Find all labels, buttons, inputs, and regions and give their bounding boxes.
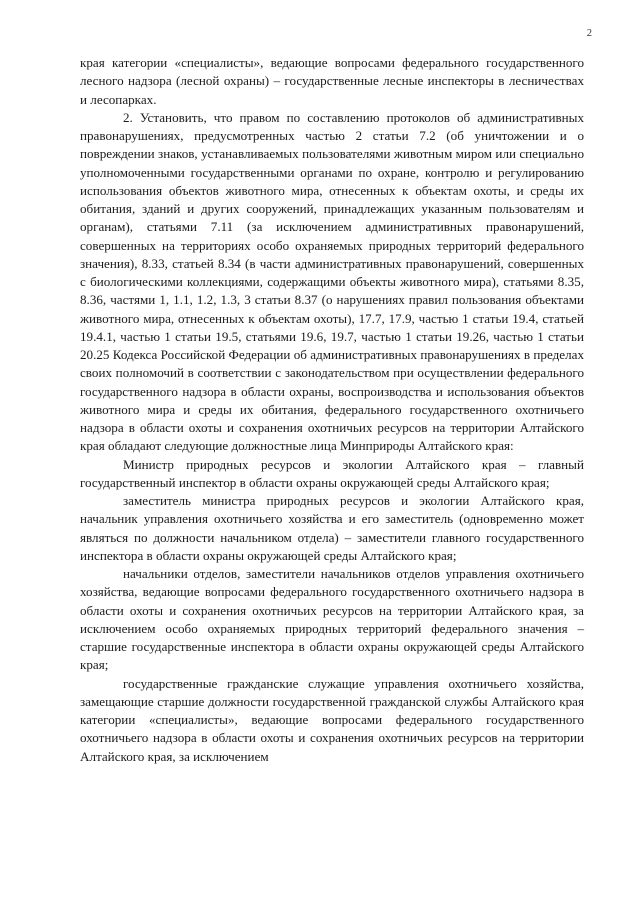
- paragraph-clause-2: 2. Установить, что правом по составлению протоколов об административных правонарушениях, предусмотренных частью 2 статьи 7.2 (об уничтожении и о повреждении знаков, устанавливаемых пользователями животным миром или специально уполномоченными государственными органами по охране, контролю и регулированию использования объектов животного мира, отнесенных к объектам охоты, и среды их обитания, зданий и других сооружений, принадлежащих указанным пользователям и органам), статьями 7.11 (за исключением административных правонарушений, совершенных на территориях особо охраняемых природных территорий федерального значения), 8.33, статьей 8.34 (в части административных правонарушений, совершенных с биологическими коллекциями, содержащими объекты животного мира), статьями 8.35, 8.36, частями 1, 1.1, 1.2, 1.3, 3 статьи 8.37 (о нарушениях правил пользования объектами животного мира, отнесенных к объектам охоты), 17.7, 17.9, частью 1 статьи 19.4, статьей 19.4.1, частью 1 статьи 19.5, статьями 19.6, 19.7, частью 1 статьи 19.26, частью 1 статьи 20.25 Кодекса Российской Федерации об административных правонарушениях в пределах своих полномочий в соответствии с законодательством при осуществлении федерального государственного надзора в области охраны, воспроизводства и использования объектов животного мира и среды их обитания, федерального государственного охотничьего надзора в области охоты и сохранения охотничьих ресурсов на территории Алтайского края обладают следующие должностные лица Минприроды Алтайского края:: [80, 109, 584, 454]
- paragraph-minister: Министр природных ресурсов и экологии Алтайского края – главный государственный инспектор в области охраны окружающей среды Алтайского края;: [80, 456, 584, 490]
- paragraph-department-heads: начальники отделов, заместители начальников отделов управления охотничьего хозяйства, ведающие вопросами федерального государственного охотничьего надзора в области охоты и сохранения охотничьих ресурсов на территории Алтайского края, за исключением особо охраняемых природных территорий федерального значения – старшие государственные инспектора в области охраны окружающей среды Алтайского края;: [80, 566, 584, 673]
- paragraph-deputy-minister: заместитель министра природных ресурсов и экологии Алтайского края, начальник управления охотничьего хозяйства и его заместитель (одновременно может являться по должности начальником отдела) – заместители главного государственного инспектора в области охраны окружающей среды Алтайского края;: [80, 493, 584, 563]
- page-number: 2: [586, 28, 592, 39]
- paragraph-continuation: края категории «специалисты», ведающие вопросами федерального государственного лесного надзора (лесной охраны) – государственные лесные инспекторы в лесничествах и лесопарках.: [80, 55, 584, 107]
- document-body: [80, 54, 584, 766]
- paragraph-civil-servants: государственные гражданские служащие управления охотничьего хозяйства, замещающие старшие должности государственной гражданской службы Алтайского края категории «специалисты», ведающие вопросами федерального государственного охотничьего надзора в области охоты и сохранения охотничьих ресурсов на территории Алтайского края, за исключением: [80, 675, 584, 764]
